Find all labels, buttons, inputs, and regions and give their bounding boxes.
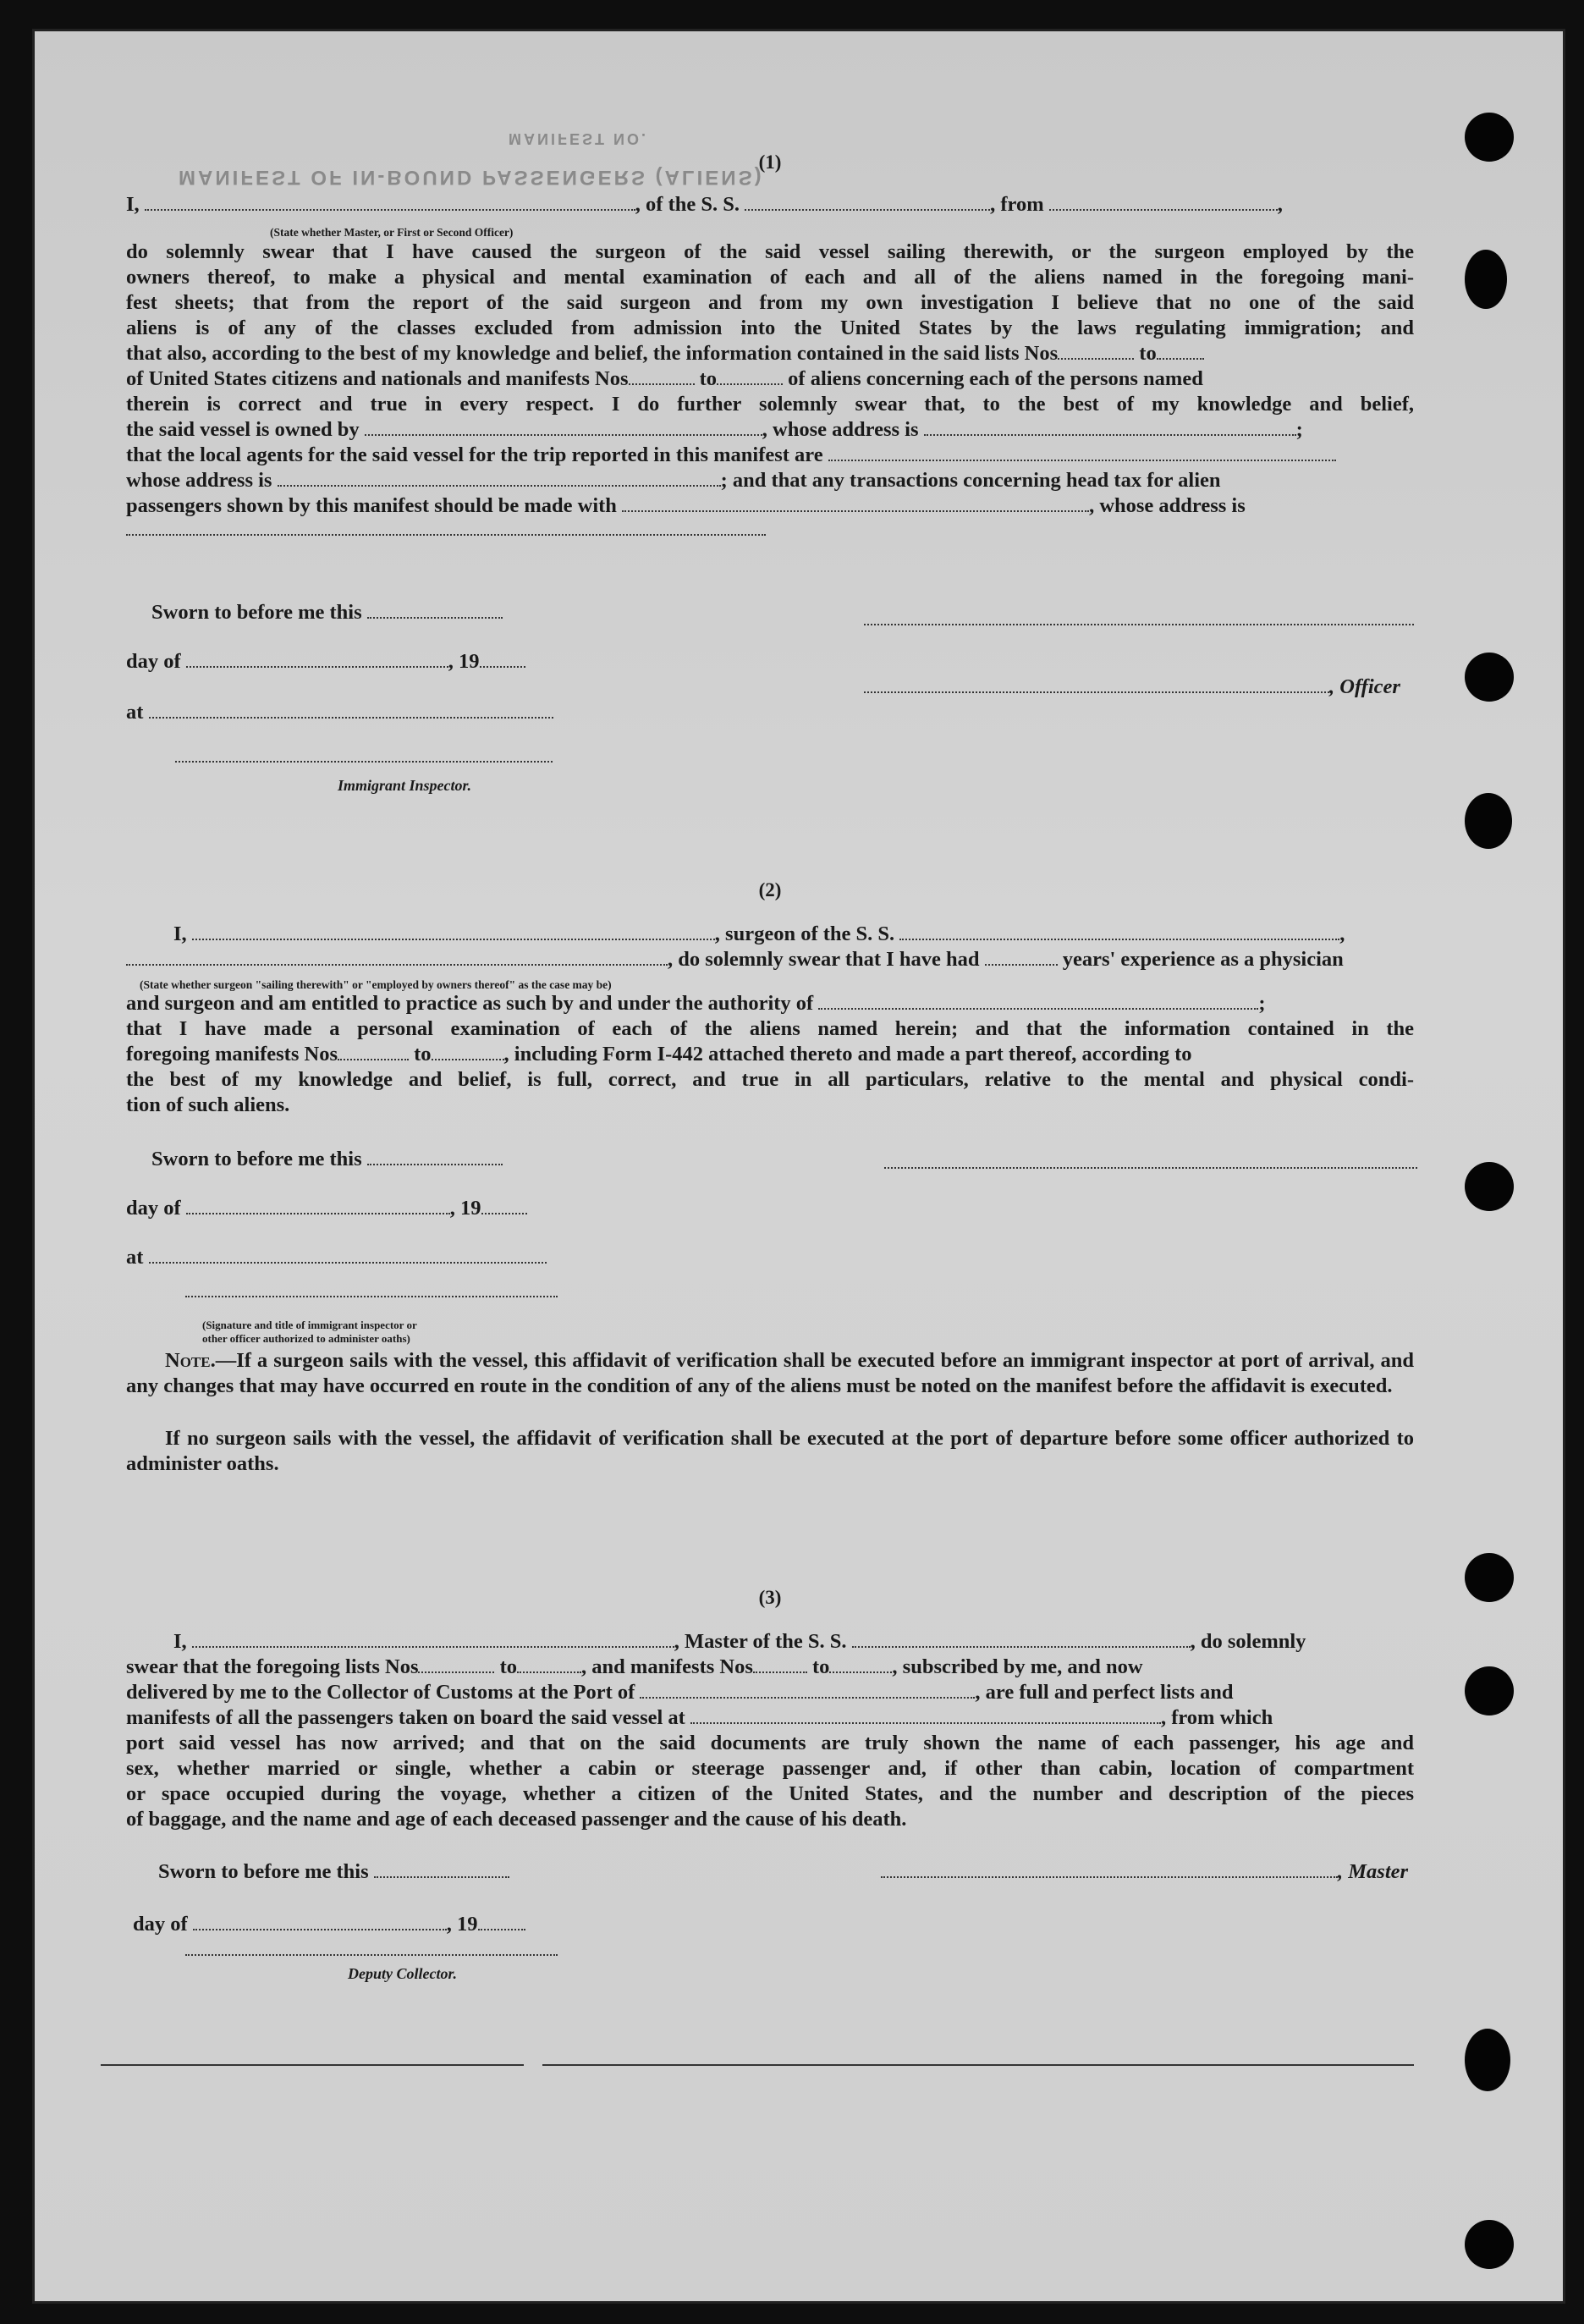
punch-hole-icon xyxy=(1465,2029,1510,2091)
surgeon-name-field[interactable] xyxy=(192,922,715,940)
sworn-at-field[interactable] xyxy=(149,1245,547,1264)
officer-line: , Officer xyxy=(864,675,1400,700)
paragraph-line: that I have made a personal examination of each of the aliens named herein; and that the information contained in the xyxy=(126,1017,1414,1040)
from-port-field[interactable] xyxy=(1049,192,1278,211)
manifests-to-field[interactable] xyxy=(829,1655,892,1673)
deputy-signature-line[interactable] xyxy=(185,1954,558,1956)
paragraph-line: passengers shown by this manifest should be made with , whose address is xyxy=(126,494,1246,517)
punch-hole-icon xyxy=(1465,1666,1514,1715)
year-field[interactable] xyxy=(480,649,525,668)
paragraph-line: or space occupied during the voyage, whether a citizen of the United States, and the number and description of the pieces xyxy=(126,1782,1414,1805)
inspector-signature-line[interactable] xyxy=(175,761,553,763)
boarding-port-field[interactable] xyxy=(690,1705,1161,1724)
signature-caption: (Signature and title of immigrant inspector or xyxy=(202,1319,417,1331)
officer-signature-line[interactable] xyxy=(864,624,1414,625)
manifests-to-field[interactable] xyxy=(717,366,783,385)
port-field[interactable] xyxy=(640,1680,975,1699)
master-name-field[interactable] xyxy=(192,1629,674,1648)
paragraph-line: of United States citizens and nationals and manifests Nos to of aliens concerning each of the persons named xyxy=(126,367,1203,390)
punch-hole-icon xyxy=(1465,653,1514,702)
surgeon-manifests-to-field[interactable] xyxy=(432,1042,504,1060)
paragraph-line: tion of such aliens. xyxy=(126,1093,290,1116)
section-number: (1) xyxy=(758,151,782,173)
paragraph-line: that the local agents for the said vessel for the trip reported in this manifest are xyxy=(126,443,1336,468)
at-line: at xyxy=(126,700,553,725)
sworn-line: Sworn to before me this xyxy=(158,1859,509,1885)
sworn-date-field[interactable] xyxy=(367,600,503,619)
lists-from-field[interactable] xyxy=(418,1655,494,1673)
lists-to-field[interactable] xyxy=(1157,341,1204,360)
master-line-1: I, , Master of the S. S. , do solemnly xyxy=(173,1630,1306,1653)
paragraph-line: the said vessel is owned by , whose address is ; xyxy=(126,418,1303,441)
deputy-collector-label: Deputy Collector. xyxy=(348,1965,457,1982)
paragraph-line: of baggage, and the name and age of each deceased passenger and the cause of his death. xyxy=(126,1808,907,1831)
sworn-at-field[interactable] xyxy=(149,700,553,719)
sworn-line: Sworn to before me this xyxy=(151,600,503,625)
paragraph-line: that also, according to the best of my knowledge and belief, the information contained in the said lists Nos to xyxy=(126,341,1204,366)
inspector-signature-line[interactable] xyxy=(185,1296,558,1297)
master-ship-field[interactable] xyxy=(852,1629,1191,1648)
master-signature-line: , Master xyxy=(881,1859,1408,1885)
paragraph-line: sex, whether married or single, whether a cabin or steerage passenger and, if other than cabin, location of compartment xyxy=(126,1757,1414,1780)
section-number: (2) xyxy=(758,879,782,900)
note-paragraph: Note.—If a surgeon sails with the vessel, this affidavit of verification shall be executed before an immigrant inspector at port of arrival, and any changes that may have occurred en route in the condition of any of the aliens must be noted on the manifest before the affidavit is executed. xyxy=(126,1349,1414,1397)
punch-hole-icon xyxy=(1465,1162,1514,1211)
day-of-line: day of , 19 xyxy=(126,649,525,675)
ship-name-field[interactable] xyxy=(745,192,990,211)
manifest-page xyxy=(32,29,1565,2304)
paragraph-line: fest sheets; that from the report of the said surgeon and from my own investigation I believe that no one of the said xyxy=(126,291,1414,314)
master-line-2: swear that the foregoing lists Nos to , and manifests Nos to , subscribed by me, and now xyxy=(126,1655,1143,1678)
lists-from-field[interactable] xyxy=(1058,341,1134,360)
paragraph-line: do solemnly swear that I have caused the surgeon of the said vessel sailing therewith, or the surgeon employed by the xyxy=(126,240,1414,263)
master-line-3: delivered by me to the Collector of Customs at the Port of , are full and perfect lists and xyxy=(126,1681,1234,1704)
bottom-rule xyxy=(542,2064,1414,2066)
lists-to-field[interactable] xyxy=(517,1655,581,1673)
paragraph-line: the best of my knowledge and belief, is full, correct, and true in all particulars, relative to the mental and physical condi- xyxy=(126,1068,1414,1091)
manifests-from-field[interactable] xyxy=(753,1655,807,1673)
paragraph-line: foregoing manifests Nos to , including Form I-442 attached thereto and made a part thereof, according to xyxy=(126,1043,1192,1066)
paragraph-line: whose address is ; and that any transactions concerning head tax for alien xyxy=(126,469,1221,492)
vessel-owner-field[interactable] xyxy=(365,417,762,436)
punch-hole-icon xyxy=(1465,113,1514,162)
officer-title-caption: (State whether Master, or First or Second Officer) xyxy=(270,226,514,239)
affidavit-surgeon-section xyxy=(126,878,1414,1521)
sworn-date-field[interactable] xyxy=(374,1859,509,1878)
day-of-field[interactable] xyxy=(186,1196,450,1214)
owner-address-field[interactable] xyxy=(924,417,1296,436)
head-tax-contact-field[interactable] xyxy=(622,493,1089,512)
punch-hole-icon xyxy=(1465,250,1507,309)
surgeon-line-1: I, , surgeon of the S. S. , xyxy=(173,922,1345,945)
day-of-field[interactable] xyxy=(193,1912,447,1930)
day-of-line: day of , 19 xyxy=(126,1196,527,1221)
affidavit-collector-section xyxy=(126,1585,1414,2093)
master-signature-field[interactable] xyxy=(881,1859,1338,1878)
surgeon-signature-line[interactable] xyxy=(884,1167,1417,1169)
day-of-line: day of , 19 xyxy=(133,1912,525,1937)
inspector-label: Immigrant Inspector. xyxy=(338,777,472,794)
bleed-through-manifest-no: MANIFEST NO. xyxy=(509,130,648,147)
surgeon-manifests-from-field[interactable] xyxy=(338,1042,409,1060)
paragraph-line: therein is correct and true in every respect. I do further solemnly swear that, to the best of my knowledge and belief, xyxy=(126,393,1414,416)
master-line-4: manifests of all the passengers taken on board the said vessel at , from which xyxy=(126,1706,1273,1729)
affidavit-master-section xyxy=(126,150,1414,793)
surgeon-ship-field[interactable] xyxy=(899,922,1339,940)
agents-address-field[interactable] xyxy=(278,468,721,487)
years-experience-field[interactable] xyxy=(985,947,1058,966)
punch-hole-icon xyxy=(1465,793,1512,849)
surgeon-status-field[interactable] xyxy=(126,947,668,966)
signature-caption: other officer authorized to administer oaths) xyxy=(202,1332,410,1345)
at-line: at xyxy=(126,1245,547,1270)
paragraph-line: port said vessel has now arrived; and that on the said documents are truly shown the name of each passenger, his age and xyxy=(126,1732,1414,1754)
address-continuation-line[interactable] xyxy=(126,534,766,536)
year-field[interactable] xyxy=(481,1196,527,1214)
officer-title-field[interactable] xyxy=(864,675,1329,693)
year-field[interactable] xyxy=(478,1912,525,1930)
officer-name-field[interactable] xyxy=(145,192,635,211)
paragraph-line: owners thereof, to make a physical and mental examination of each and all of the aliens named in the foregoing mani- xyxy=(126,266,1414,289)
day-of-field[interactable] xyxy=(186,649,448,668)
manifests-from-field[interactable] xyxy=(629,366,695,385)
punch-hole-icon xyxy=(1465,1553,1514,1602)
bottom-rule xyxy=(101,2064,509,2066)
surgeon-status-caption: (State whether surgeon "sailing therewith" or "employed by owners thereof" as the case may be) xyxy=(140,978,612,991)
surgeon-line-2: , do solemnly swear that I have had years' experience as a physician xyxy=(126,947,1344,972)
paragraph-line: aliens is of any of the classes excluded from admission into the United States by the laws regulating immigration; and xyxy=(126,317,1414,339)
authority-field[interactable] xyxy=(818,991,1258,1010)
bleed-through-title: MANIFEST OF IN-BOUND PASSENGERS (ALIENS) xyxy=(179,166,764,189)
section-number: (3) xyxy=(758,1587,782,1608)
note-paragraph-2: If no surgeon sails with the vessel, the affidavit of verification shall be executed at the port of departure before some officer authorized to administer oaths. xyxy=(126,1427,1414,1475)
sworn-date-field[interactable] xyxy=(367,1147,503,1165)
oath-line-1: I, , of the S. S. , from , xyxy=(126,193,1283,216)
local-agents-field[interactable] xyxy=(828,443,1336,461)
sworn-line: Sworn to before me this xyxy=(151,1147,503,1172)
surgeon-line-3: and surgeon and am entitled to practice as such by and under the authority of ; xyxy=(126,992,1266,1015)
punch-hole-icon xyxy=(1465,2220,1514,2269)
bottom-rule xyxy=(507,2064,524,2066)
